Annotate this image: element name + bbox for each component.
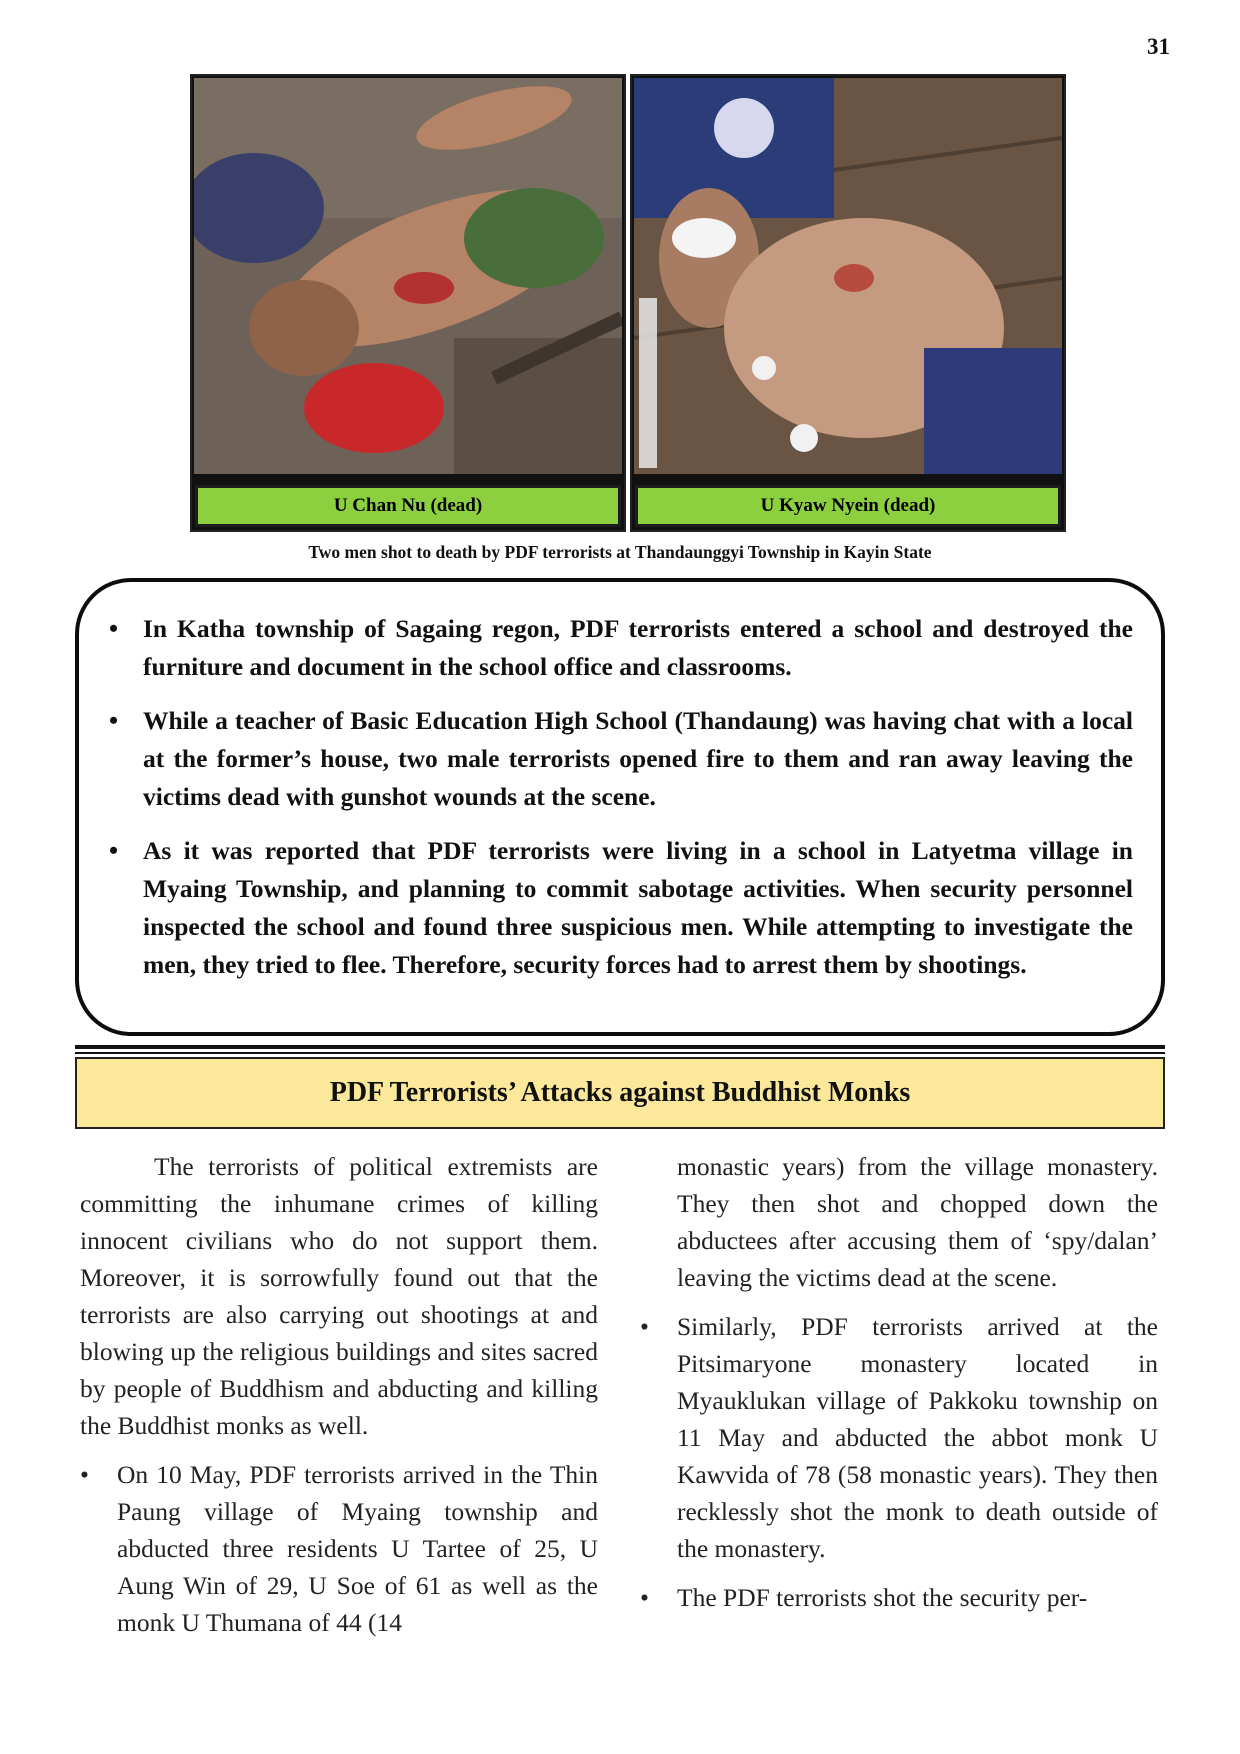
monk-attacks-list-continued [640,1308,1158,1616]
article-column-right [640,1148,1158,1628]
section-divider [75,1045,1165,1049]
monk-attacks-list [80,1456,598,1641]
list-item: • On 10 May, PDF terrorists arrived in the Thin Paung village of Myaing township and abducted three residents U Tartee of 25, U Aung Win of 29, U Soe of 61 as well as the monk U Thumana of 44 (14 [80,1456,598,1641]
section-heading: PDF Terrorists’ Attacks against Buddhist Monks [75,1057,1165,1129]
list-item: • Similarly, PDF terrorists arrived at the Pitsimaryone monastery located in Myauklukan village of Pakkoku township on 11 May and abducted the abbot monk U Kawvida of 78 (58 monastic years). They then recklessly shot the monk to death outside of the monastery. [640,1308,1158,1567]
list-item-continuation: monastic years) from the village monastery. They then shot and chopped down the abductees after accusing them of ‘spy/dalan’ leaving the victims dead at the scene. [677,1152,1158,1292]
incident-box [75,578,1165,1036]
victim-photo-right [634,78,1062,474]
incident-item: • As it was reported that PDF terrorists were living in a school in Latyetma village in Myaing Township, and planning to commit sabotage activities. When security personnel inspected the school and found three suspicious men. While attempting to investigate the men, they tried to flee. Therefore, security forces had to arrest them by shootings. [109,832,1133,984]
photo-caption: Two men shot to death by PDF terrorists at Thandaunggyi Township in Kayin State [308,542,932,562]
incident-item: • In Katha township of Sagaing regon, PDF terrorists entered a school and destroyed the furniture and document in the school office and classrooms. [109,610,1133,686]
section-divider-thin [75,1052,1165,1054]
photo-caption-left: U Chan Nu (dead) [195,485,621,527]
list-item: • The PDF terrorists shot the security per- [640,1579,1158,1616]
intro-paragraph: The terrorists of political extremists are committing the inhumane crimes of killing innocent civilians who do not support them. Moreover, it is sorrowfully found out that the terrorists are also carrying out shootings at and blowing up the religious buildings and sites sacred by people of Buddhism and abducting and killing the Buddhist monks as well. [80,1152,598,1440]
victim-photo-left [194,78,622,474]
incident-item: • While a teacher of Basic Education High School (Thandaung) was having chat with a local at the former’s house, two male terrorists opened fire to them and ran away leaving the victims dead with gunshot wounds at the scene. [109,702,1133,816]
page-number: 31 [1147,34,1170,59]
photo-frame-right [630,74,1066,532]
incident-list [109,610,1133,984]
article-column-left [80,1148,598,1653]
photo-caption-right: U Kyaw Nyein (dead) [635,485,1061,527]
photo-frame-left [190,74,626,532]
